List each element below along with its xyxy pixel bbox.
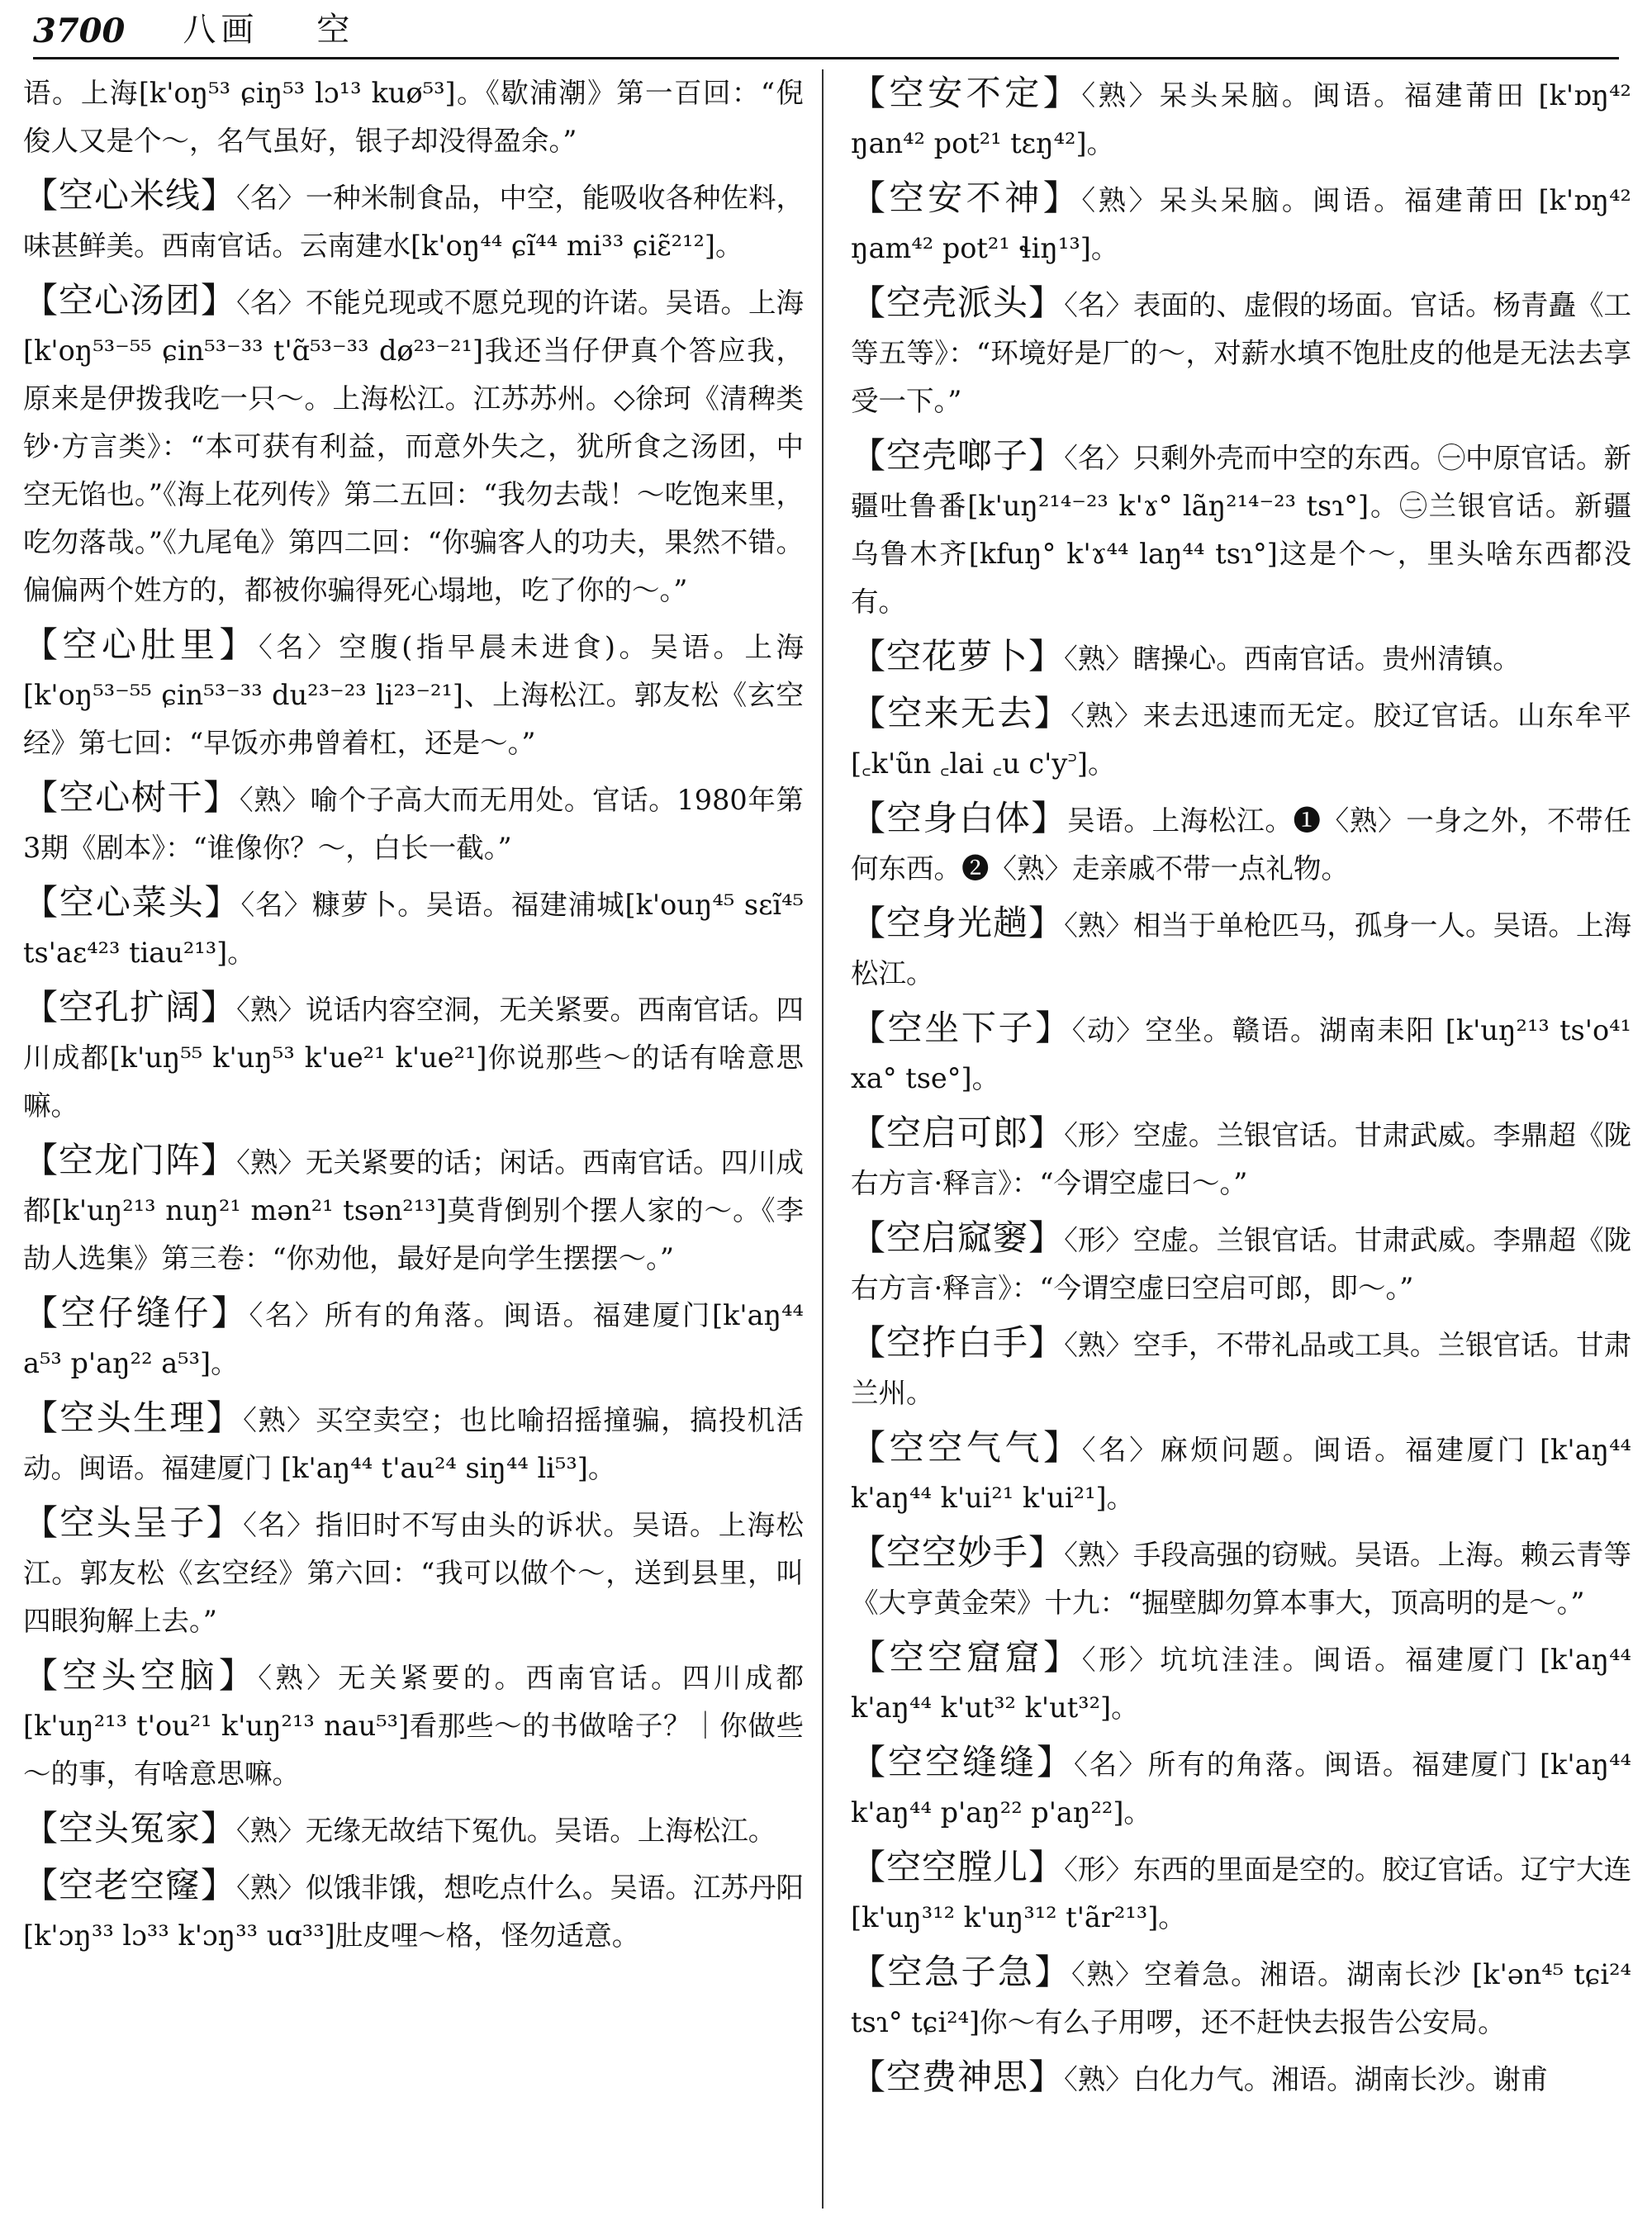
- dictionary-entry: [23, 69, 804, 165]
- entry-headword: 【空心米线】: [23, 175, 237, 216]
- page-header: [33, 12, 1619, 59]
- entry-definition: 〈形〉空虚。兰银官话。甘肃武威。李鼎超《陇右方言·释言》：“今谓空虚曰空启可郎，即～。”: [851, 1224, 1631, 1304]
- entry-definition: 〈熟〉来去迅速而无定。胶辽官话。山东牟平[꜀k'ũn ꜀lai ꜀u c'y꜄]。: [851, 700, 1631, 780]
- dictionary-entry: [851, 1529, 1631, 1627]
- entry-headword: 【空头生理】: [23, 1397, 244, 1438]
- dictionary-entry: [851, 1319, 1631, 1417]
- entry-definition: 〈名〉糠萝卜。吴语。福建浦城[k'ouŋ⁴⁵ sɛĩ⁴⁵ ts'aɛ⁴²³ tiau²¹³]。: [23, 889, 804, 969]
- entry-headword: 【空壳啷子】: [851, 435, 1065, 476]
- dictionary-entry: [851, 690, 1631, 788]
- entry-headword: 【空老空窿】: [23, 1865, 237, 1905]
- dictionary-entry: [23, 172, 804, 270]
- entry-headword: 【空启可郎】: [851, 1113, 1065, 1153]
- entry-definition: 〈名〉麻烦问题。闽语。福建厦门 [k'aŋ⁴⁴ k'aŋ⁴⁴ k'ui²¹ k'ui²¹]。: [851, 1434, 1631, 1514]
- entry-headword: 【空安不神】: [851, 178, 1082, 218]
- entry-definition: 〈形〉空虚。兰银官话。甘肃武威。李鼎超《陇右方言·释言》：“今谓空虚曰～。”: [851, 1119, 1631, 1199]
- page-number: 3700: [33, 12, 126, 50]
- header-character: 空: [316, 11, 355, 49]
- entry-definition: 〈名〉所有的角落。闽语。福建厦门[k'aŋ⁴⁴ a⁵³ p'aŋ²² a⁵³]。: [23, 1299, 804, 1379]
- entry-definition: 〈名〉一种米制食品，中空，能吸收各种佐料，味甚鲜美。西南官话。云南建水[k'oŋ⁴⁴ ɕĩ⁴⁴ mi³³ ɕiɛ̃²¹²]。: [23, 182, 804, 262]
- entry-headword: 【空身白体】: [851, 798, 1068, 838]
- entry-definition: 〈熟〉买空卖空；也比喻招摇撞骗，搞投机活动。闽语。福建厦门 [k'aŋ⁴⁴ t'au²⁴ siŋ⁴⁴ li⁵³]。: [23, 1404, 804, 1484]
- entry-headword: 【空头冤家】: [23, 1808, 237, 1848]
- entry-definition: 语。上海[k'oŋ⁵³ ɕiŋ⁵³ lɔ¹³ kuø⁵³]。《歇浦潮》第一百回：“倪俊人又是个～，名气虽好，银子却没得盈余。”: [23, 77, 804, 157]
- dictionary-entry: [851, 633, 1631, 683]
- dictionary-entry: [851, 1843, 1631, 1942]
- entry-definition: 〈名〉指旧时不写由头的诉状。吴语。上海松江。郭友松《玄空经》第六回：“我可以做个～，送到县里，叫四眼狗解上去。”: [23, 1509, 804, 1637]
- entry-definition: 〈名〉不能兑现或不愿兑现的许诺。吴语。上海[k'oŋ⁵³⁻⁵⁵ ɕin⁵³⁻³³ t'ɑ̃⁵³⁻³³ dø²³⁻²¹]我还当仔伊真个答应我，原来是伊拨我吃一只～。上海松江。江苏苏州。◇徐珂《清稗类钞·方言类》：“本可获有利益，而意外失之，犹所食之汤团，中空无馅也。”《海上花列传》第二五回：“我勿去哉！～吃饱来里，吃勿落哉。”《九尾龟》第四二回：“你骗客人的功夫，果然不错。偏偏两个姓方的，都被你骗得死心塌地，吃了你的～。”: [23, 287, 804, 606]
- entry-definition: 〈熟〉似饿非饿，想吃点什么。吴语。江苏丹阳[k'ɔŋ³³ lɔ³³ k'ɔŋ³³ uɑ³³]肚皮哩～格，怪勿适意。: [23, 1872, 804, 1952]
- dictionary-entry: [23, 774, 804, 872]
- entry-definition: 〈熟〉呆头呆脑。闽语。福建莆田 [k'ɒŋ⁴² ŋam⁴² pot²¹ ɬiŋ¹³]。: [851, 184, 1631, 264]
- entry-headword: 【空龙门阵】: [23, 1140, 237, 1180]
- dictionary-entry: [23, 621, 804, 767]
- column-divider: [822, 69, 824, 2209]
- dictionary-entry: [23, 1805, 804, 1855]
- entry-definition: 〈名〉只剩外壳而中空的东西。㊀中原官话。新疆吐鲁番[k'uŋ²¹⁴⁻²³ k'ɤ° lãŋ²¹⁴⁻²³ tsɿ°]。㊁兰银官话。新疆乌鲁木齐[kfuŋ° k'ɤ⁴⁴ laŋ⁴⁴ tsɿ°]这是个～，里头啥东西都没有。: [851, 442, 1631, 618]
- entry-definition: 〈熟〉白化力气。湘语。湖南长沙。谢甫: [1064, 2063, 1549, 2095]
- dictionary-entry: [23, 984, 804, 1130]
- entry-headword: 【空心肚里】: [23, 624, 259, 665]
- dictionary-entry: [851, 69, 1631, 168]
- entry-definition: 〈熟〉手段高强的窃贼。吴语。上海。赖云青等《大亨黄金荣》十九：“掘壁脚勿算本事大，顶高明的是～。”: [851, 1539, 1631, 1619]
- entry-definition: 〈熟〉说话内容空洞，无关紧要。西南官话。四川成都[k'uŋ⁵⁵ k'uŋ⁵³ k'ue²¹ k'ue²¹]你说那些～的话有啥意思嘛。: [23, 994, 804, 1122]
- entry-definition: 〈熟〉空着急。湘语。湖南长沙 [k'ən⁴⁵ tɕi²⁴ tsɿ° tɕi²⁴]你～有么子用啰，还不赶快去报告公安局。: [851, 1958, 1631, 2038]
- entry-headword: 【空壳派头】: [851, 282, 1065, 323]
- dictionary-entry: [851, 174, 1631, 273]
- dictionary-entry: [851, 2053, 1631, 2104]
- entry-headword: 【空头呈子】: [23, 1502, 244, 1543]
- entry-definition: 〈熟〉呆头呆脑。闽语。福建莆田 [k'ɒŋ⁴² ŋan⁴² pot²¹ tɛŋ⁴²]。: [851, 79, 1631, 159]
- entry-definition: 〈熟〉空手，不带礼品或工具。兰银官话。甘肃兰州。: [851, 1329, 1631, 1409]
- entry-definition: 〈熟〉相当于单枪匹马，孤身一人。吴语。上海松江。: [851, 909, 1631, 989]
- dictionary-entry: [23, 1394, 804, 1492]
- dictionary-entry: [851, 1739, 1631, 1837]
- entry-definition: 〈形〉坑坑洼洼。闽语。福建厦门 [k'aŋ⁴⁴ k'aŋ⁴⁴ k'ut³² k'ut³²]。: [851, 1644, 1631, 1724]
- entry-headword: 【空心汤团】: [23, 280, 237, 320]
- entry-headword: 【空来无去】: [851, 693, 1071, 733]
- entry-headword: 【空空气气】: [851, 1427, 1082, 1468]
- entry-headword: 【空空妙手】: [851, 1532, 1065, 1573]
- entry-headword: 【空启窳窭】: [851, 1217, 1065, 1258]
- dictionary-entry: [851, 279, 1631, 425]
- entry-headword: 【空急子急】: [851, 1952, 1071, 1992]
- dictionary-entry: [851, 432, 1631, 626]
- entry-headword: 【空坐下子】: [851, 1008, 1072, 1048]
- dictionary-entry: [851, 795, 1631, 893]
- entry-headword: 【空孔扩阔】: [23, 987, 237, 1027]
- dictionary-entry: [851, 1948, 1631, 2047]
- left-column: [23, 69, 804, 2209]
- dictionary-entry: [23, 1136, 804, 1283]
- entry-headword: 【空费神思】: [851, 2057, 1065, 2097]
- entry-definition: 吴语。上海松江。❶〈熟〉一身之外，不带任何东西。❷〈熟〉走亲戚不带一点礼物。: [851, 804, 1631, 885]
- entry-definition: 〈名〉所有的角落。闽语。福建厦门 [k'aŋ⁴⁴ k'aŋ⁴⁴ p'aŋ²² p'aŋ²²]。: [851, 1748, 1631, 1829]
- entry-headword: 【空空缝缝】: [851, 1742, 1075, 1782]
- right-column: [851, 69, 1631, 2209]
- dictionary-entry: [851, 899, 1631, 998]
- entry-definition: 〈熟〉无缘无故结下冤仇。吴语。上海松江。: [236, 1815, 776, 1847]
- entry-definition: 〈名〉空腹(指早晨未进食)。吴语。上海[k'oŋ⁵³⁻⁵⁵ ɕin⁵³⁻³³ du²³⁻²³ li²³⁻²¹]、上海松江。郭友松《玄空经》第七回：“早饭亦弗曾着杠，还是～。”: [23, 631, 804, 759]
- entry-headword: 【空空膛儿】: [851, 1847, 1065, 1887]
- entry-definition: 〈熟〉喻个子高大而无用处。官话。1980年第3期《剧本》：“谁像你？～，白长一截。”: [23, 784, 804, 864]
- dictionary-entry: [23, 1499, 804, 1645]
- entry-headword: 【空头空脑】: [23, 1655, 259, 1696]
- dictionary-entry: [23, 1862, 804, 1960]
- entry-headword: 【空拃白手】: [851, 1322, 1065, 1363]
- entry-headword: 【空心树干】: [23, 777, 240, 818]
- dictionary-entry: [23, 879, 804, 977]
- dictionary-entry: [851, 1004, 1631, 1103]
- entry-headword: 【空花萝卜】: [851, 636, 1065, 676]
- entry-definition: 〈形〉东西的里面是空的。胶辽官话。辽宁大连[k'uŋ³¹² k'uŋ³¹² t'ãr²¹³]。: [851, 1853, 1631, 1933]
- entry-headword: 【空心菜头】: [23, 882, 241, 923]
- entry-headword: 【空仔缝仔】: [23, 1293, 249, 1333]
- entry-headword: 【空身光趟】: [851, 903, 1065, 943]
- dictionary-entry: [23, 1652, 804, 1798]
- entry-definition: 〈动〉空坐。赣语。湖南耒阳 [k'uŋ²¹³ ts'o⁴¹ xa° tse°]。: [851, 1014, 1631, 1094]
- entry-definition: 〈熟〉无关紧要的话；闲话。西南官话。四川成都[k'uŋ²¹³ nuŋ²¹ mən²¹ tsən²¹³]莫背倒别个摆人家的～。《李劼人选集》第三卷：“你劝他，最好是向学生摆摆～。”: [23, 1146, 804, 1274]
- dictionary-entry: [851, 1424, 1631, 1522]
- dictionary-entry: [23, 1289, 804, 1388]
- dictionary-entry: [851, 1634, 1631, 1732]
- dictionary-entry: [851, 1214, 1631, 1312]
- entry-definition: 〈熟〉瞎操心。西南官话。贵州清镇。: [1064, 643, 1521, 675]
- entry-headword: 【空安不定】: [851, 73, 1082, 113]
- section-label: 八画: [183, 11, 259, 49]
- entry-headword: 【空空窟窟】: [851, 1637, 1082, 1677]
- entry-definition: 〈熟〉无关紧要的。西南官话。四川成都[k'uŋ²¹³ t'ou²¹ k'uŋ²¹³ nau⁵³]看那些～的书做啥子？｜你做些～的事，有啥意思嘛。: [23, 1662, 804, 1790]
- dictionary-entry: [851, 1109, 1631, 1208]
- entry-definition: 〈名〉表面的、虚假的场面。官话。杨青矗《工等五等》：“环境好是厂的～，对薪水填不饱肚皮的他是无法去享受一下。”: [851, 289, 1631, 417]
- dictionary-entry: [23, 277, 804, 614]
